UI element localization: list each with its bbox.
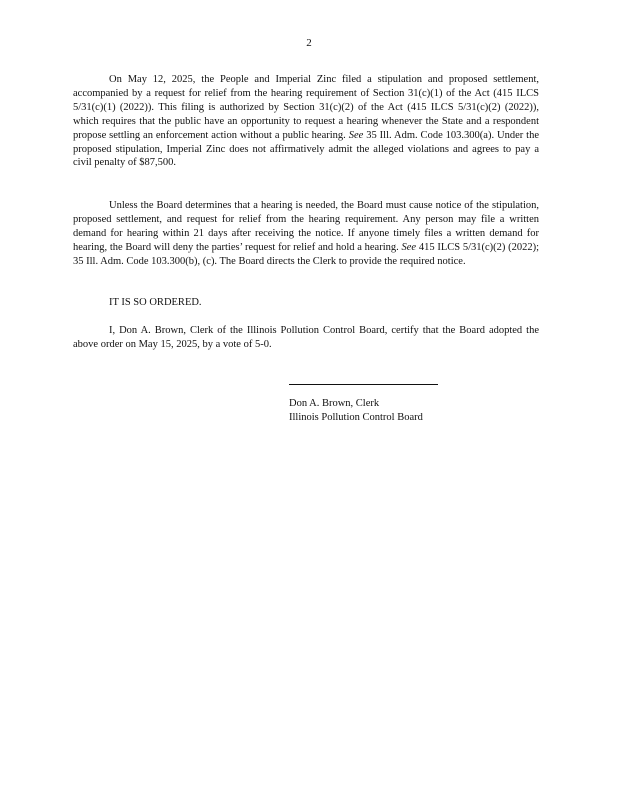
signature-line [289, 384, 438, 385]
signature-block [289, 397, 423, 424]
paragraph-filing [73, 73, 539, 170]
page-number: 2 [306, 37, 312, 49]
paragraph-notice-text: Unless the Board determines that a hearing is needed, the Board must cause notice of the stipulation, proposed settlement, and request for relief from the hearing requirement. Any person may file a written demand for hearing within 21 days after receiving the notice. If anyone timely files a written demand for hearing, the Board will deny the parties’ request for relief and hold a hearing. [73, 200, 539, 253]
paragraph-notice-citation: 415 ILCS 5/31(c)(2) (2022); 35 Ill. Adm. Code 103.300(b), (c). The Board directs the Clerk to provide the required notice. [73, 241, 540, 267]
order-statement: IT IS SO ORDERED. [109, 297, 202, 308]
clerk-certification: I, Don A. Brown, Clerk of the Illinois Pollution Control Board, certify that the Board adopted the above order on May 15, 2025, by a vote of 5-0. [73, 325, 539, 350]
paragraph-filing-citation: 35 Ill. Adm. Code 103.300(a). Under the proposed stipulation, Imperial Zinc does not affirmatively admit the alleged violations and agrees to pay a civil penalty of $87,500. [73, 129, 540, 169]
paragraph-notice [73, 199, 539, 269]
signature-organization: Illinois Pollution Control Board [289, 411, 423, 423]
paragraph-filing-text: On May 12, 2025, the People and Imperial Zinc filed a stipulation and proposed settlement, accompanied by a request for relief from the hearing requirement of Section 31(c)(1) of the Act (415 ILCS 5/31(c)(1) (2022)). This filing is authorized by Section 31(c)(2) of the Act (415 ILCS 5/31(c)(2) (2022)), which requires that the public have an opportunity to request a hearing whenever the State and a respondent propose settling an enforcement action without a public hearing. [73, 74, 539, 141]
signature-name-title: Don A. Brown, Clerk [289, 398, 380, 409]
citation-signal-see: See [348, 129, 364, 141]
citation-signal-see: See [401, 241, 417, 253]
